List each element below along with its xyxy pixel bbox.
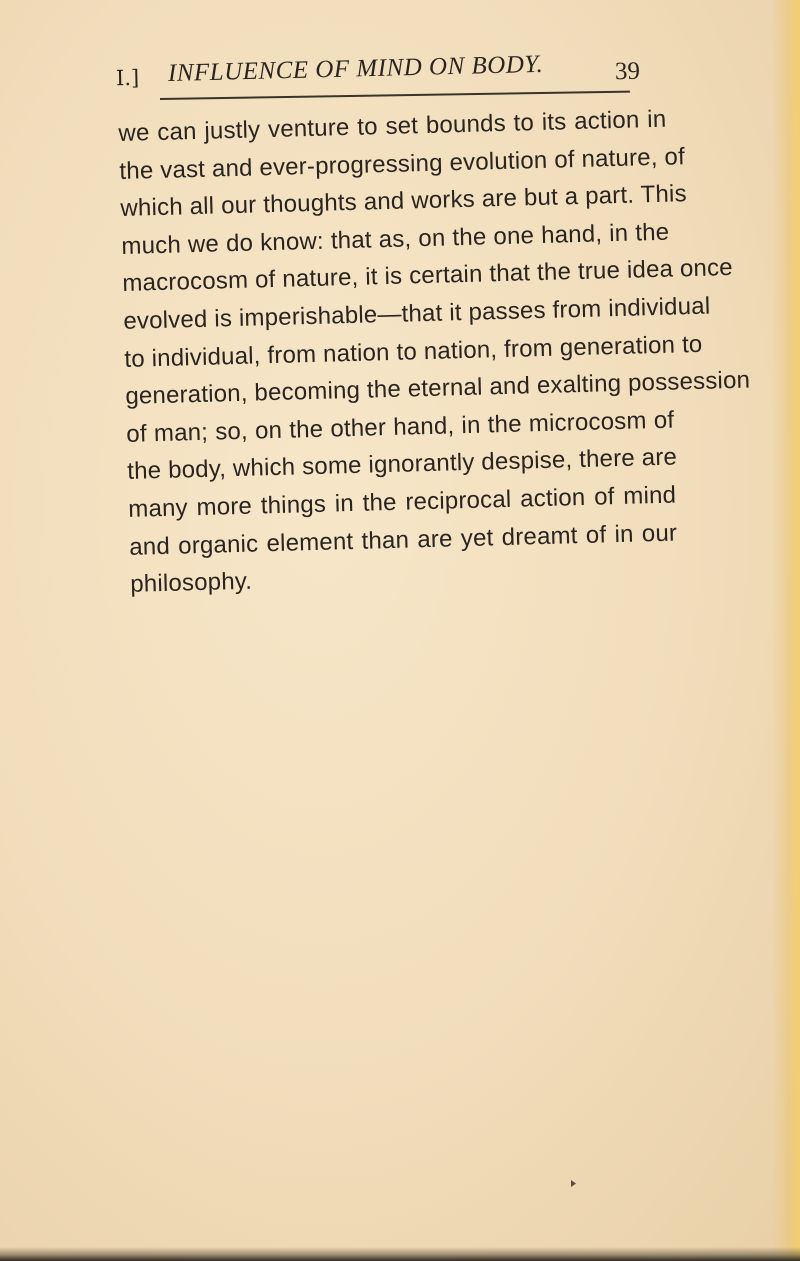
running-head: [0, 52, 800, 102]
text-line: to individual, from nation to nation, from generation to: [124, 330, 703, 373]
text-line: of man; so, on the other hand, in the microcosm of: [126, 406, 675, 448]
running-title: INFLUENCE OF MIND ON BODY.: [167, 50, 544, 87]
page-number: 39: [614, 57, 641, 86]
text-line: much we do know: that as, on the one hand, in the: [121, 218, 670, 260]
text-line: and organic element than are yet dreamt of in our: [128, 519, 678, 561]
printer-mark-icon: [571, 1180, 576, 1187]
text-line: macrocosm of nature, it is certain that the true idea once: [122, 254, 734, 298]
text-line: evolved is imperishable—that it passes from individual: [123, 292, 711, 335]
section-reference: I.]: [115, 65, 140, 91]
page-edge-bottom: [0, 1247, 800, 1261]
header-rule: [160, 91, 630, 100]
text-line: which all our thoughts and works are but a part. This: [120, 180, 688, 223]
page-edge-right: [772, 0, 800, 1261]
body-paragraph: [118, 101, 751, 604]
text-line: philosophy.: [129, 567, 253, 598]
text-line: many more things in the reciprocal action of mind: [127, 481, 677, 523]
text-line: the vast and ever-progressing evolution of nature, of: [119, 142, 686, 185]
text-line: the body, which some ignorantly despise, there are: [126, 443, 678, 486]
text-line: generation, becoming the eternal and exalting possession: [125, 366, 751, 411]
text-line: we can justly venture to set bounds to its action in: [118, 105, 667, 147]
